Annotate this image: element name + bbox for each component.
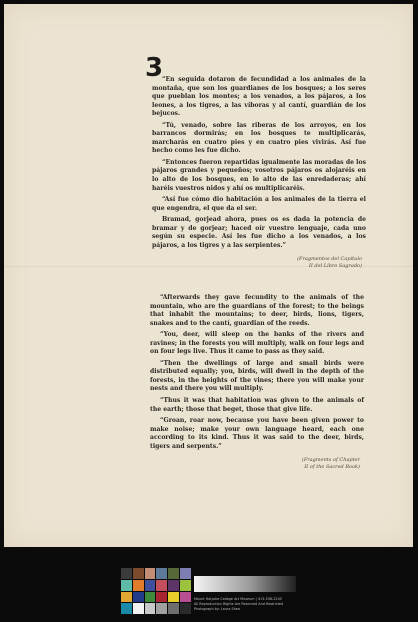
color-swatch bbox=[133, 580, 144, 591]
color-calibration-chart bbox=[121, 568, 191, 614]
english-paragraph: “Afterwards they gave fecundity to the animals of the mountain, who are the guardians of the forest; to the beings that inhabit the mountains; to deer, birds, lions, tigers, snakes and to the cantí, guardian of the reeds. bbox=[150, 294, 364, 327]
color-swatch bbox=[145, 580, 156, 591]
color-swatch bbox=[168, 580, 179, 591]
english-source-citation bbox=[150, 457, 364, 470]
capture-info-line: Photograph by: Laura Shea bbox=[194, 607, 240, 611]
spanish-paragraph: “En seguida dotaron de fecundidad a los animales de la montaña, que son los guardianes de los bosques; a los seres que pueblan los montes; a los venados, a los pájaros, a los leones, a los tigres, a las víboras y al cantí, guardián de los bejucos. bbox=[152, 76, 366, 118]
english-paragraph: “You, deer, will sleep on the banks of the rivers and ravines; in the forests you will multiply, walk on four legs and on four legs live. Thus it came to pass as they said. bbox=[150, 331, 364, 356]
english-paragraph: “Groan, roar now, because you have been given power to make noise; make your own language heard, each one according to its kind. Thus it was said to the deer, birds, tigers and serpents.” bbox=[150, 417, 364, 450]
capture-info-line: Mount Holyoke College Art Museum | 413-538-2245 bbox=[194, 597, 282, 601]
color-swatch bbox=[121, 603, 132, 614]
english-paragraph: “Then the dwellings of large and small birds were distributed equally; you, birds, will dwell in the depth of the forests, in the heights of the vines; there you will make your nests and there you will multiply. bbox=[150, 359, 364, 393]
color-swatch bbox=[180, 580, 191, 591]
color-swatch bbox=[180, 603, 191, 614]
color-swatch bbox=[180, 592, 191, 603]
color-swatch bbox=[133, 592, 144, 603]
color-swatch bbox=[168, 592, 179, 603]
color-swatch bbox=[133, 568, 144, 579]
spanish-paragraph: “Entonces fueron repartidas igualmente las moradas de los pájaros grandes y pequeños; vosotros pájaros os alojaréis en lo alto de los bosques, en lo alto de las enredaderas; ahí haréis vuestros nidos y ahí os multiplicaréis. bbox=[152, 158, 366, 192]
color-swatch bbox=[121, 568, 132, 579]
color-swatch bbox=[168, 603, 179, 614]
color-swatch bbox=[121, 580, 132, 591]
spanish-text-block bbox=[152, 76, 366, 269]
grayscale-strip bbox=[194, 576, 296, 592]
capture-info bbox=[194, 597, 324, 612]
document-page bbox=[4, 4, 413, 547]
spanish-source-citation bbox=[152, 256, 366, 269]
color-swatch bbox=[168, 568, 179, 579]
color-swatch bbox=[133, 603, 144, 614]
english-text-block bbox=[150, 294, 364, 470]
color-swatch bbox=[156, 592, 167, 603]
spanish-source-line: II del Libro Sagrado) bbox=[308, 262, 362, 269]
spanish-paragraph: “Tú, venado, sobre las riberas de los arroyos, en los barrancos dormirás; en los bosques te multiplicarás, marcharás en cuatro pies y en cuatro pies vivirás. Así fue hecho como les fue dicho. bbox=[152, 121, 366, 155]
color-swatch bbox=[121, 592, 132, 603]
color-swatch bbox=[145, 568, 156, 579]
color-swatch bbox=[156, 568, 167, 579]
spanish-paragraph: Bramad, gorjead ahora, pues os es dada la potencia de bramar y de gorjear; haced oír vuestro lenguaje, cada uno según su especie. Así les fue dicho a los venados, a los pájaros, a los tigres y a las serpientes.” bbox=[152, 216, 366, 249]
color-swatch bbox=[145, 592, 156, 603]
color-swatch bbox=[156, 603, 167, 614]
page-number: 3 bbox=[145, 53, 164, 83]
spanish-paragraph: “Así fue cómo dio habitación a los animales de la tierra el que engendra, el que da el ser. bbox=[152, 196, 366, 212]
color-swatch bbox=[180, 568, 191, 579]
capture-info-line: All Reproduction Rights Are Reserved And Restricted bbox=[194, 602, 284, 606]
color-swatch bbox=[156, 580, 167, 591]
english-paragraph: “Thus it was that habitation was given to the animals of the earth; those that beget, those that give life. bbox=[150, 397, 364, 413]
english-source-line: II of the Sacred Book) bbox=[304, 463, 360, 470]
color-swatch bbox=[145, 603, 156, 614]
english-source-line: (Fragments of Chapter bbox=[301, 457, 360, 464]
spanish-source-line: (Fragmentos del Capítulo bbox=[297, 256, 362, 263]
